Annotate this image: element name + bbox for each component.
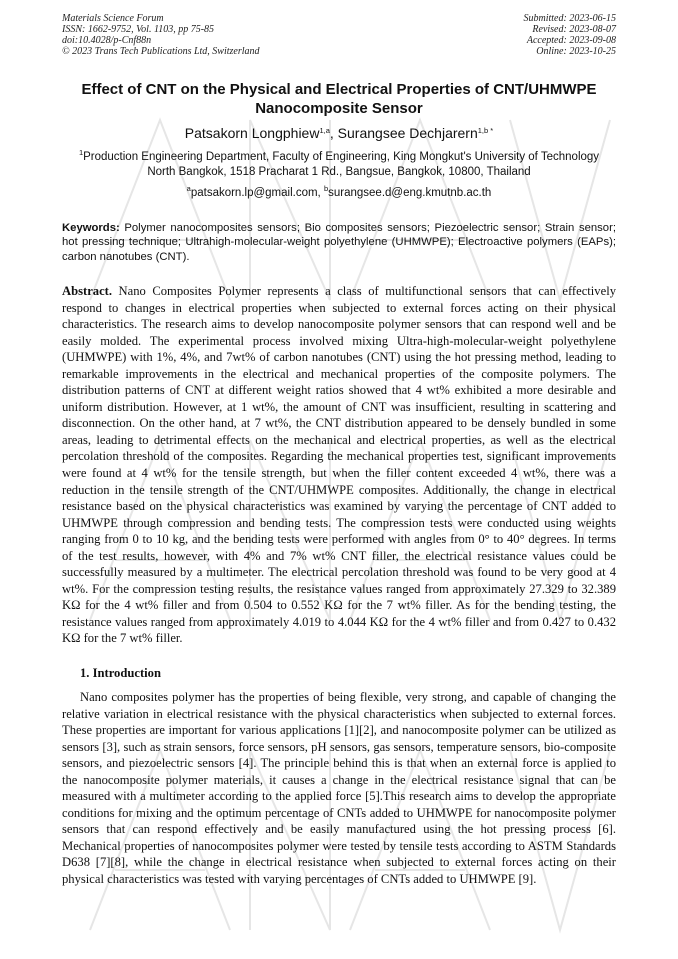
journal-name: Materials Science Forum [62,13,164,24]
abstract-label: Abstract. [62,284,113,298]
affiliation-text: Production Engineering Department, Faculty of Engineering, King Mongkut's University of Technology North Bangkok, 1518 Pracharat 1 Rd., Bangsue, Bangkok, 10800, Thailand [83,151,600,178]
journal-info [62,13,260,57]
author-emails [40,184,638,199]
journal-doi: doi:10.4028/p-Cnf88n [62,35,152,46]
email-address: surangsee.d@eng.kmutnb.ac.th [328,187,492,199]
author-list [40,125,638,141]
keywords-label: Keywords: [62,222,120,234]
publication-dates [524,13,617,57]
email-mark: b [323,184,329,193]
paper-title: Effect of CNT on the Physical and Electrical Properties of CNT/UHMWPE Nanocomposite Sensor [81,81,597,117]
email-mark: a [186,184,191,193]
affiliation-mark: 1 [78,148,84,157]
date-online: Online: 2023-10-25 [536,46,616,57]
author-affiliation-mark: 1,a [319,126,330,135]
section-heading: 1. Introduction [80,666,161,680]
abstract [62,283,616,647]
date-accepted: Accepted: 2023-09-08 [526,35,616,46]
author-name: Surangsee Dechjarern [337,125,478,141]
date-revised: Revised: 2023-08-07 [532,24,616,35]
author-affiliation-mark: 1,b * [477,126,494,135]
affiliation [70,150,608,180]
abstract-text: Nano Composites Polymer represents a class of multifunctional sensors that can effectively respond to changes in electrical properties when subjected to external forces acting on their physical characteristics. The research aims to develop nanocomposite polymer sensors that can respond well and be easily molded. The experimental process involved mixing Ultra-high-molecular-weight polyethylene (UHMWPE) with 1%, 4%, and 7wt% of carbon nanotubes (CNT) using the hot pressing method, leading to remarkable improvements in the electrical and mechanical properties of the composite polymers. The distribution patterns of CNT at different weight ratios showed that 4 wt% exhibited a more desirable and uniform distribution. However, at 1 wt%, the amount of CNT was insufficient, resulting in scattering and disconnection. On the other hand, at 7 wt%, the CNT distribution appeared to be densely bundled in some areas, leading to detrimental effects on the mechanical and electrical properties, as well as the electrical percolation threshold of the composites. Regarding the mechanical properties test, significant improvements were found at 4 wt% for the tensile strength, but when the filler content exceeded 4 wt%, there was a reduction in the tensile strength of the CNT/UHMWPE composites. Additionally, the change in electrical resistance based on the physical characteristics was examined by varying the percentage of CNT added to UHMWPE through compression and bending tests. The compression tests were conducted using weights ranging from 0 to 10 kg, and the bending tests were performed with angles from 0° to 40° degrees. In terms of the test results, however, with 4% and 7% wt% CNT filler, the electrical resistance values could be successfully measured by a multimeter. The electrical percolation threshold was found to be very good at 4 wt%. For the compression testing results, the resistance values ranged from approximately 27.329 to 32.389 KΩ for the 4 wt% filler and from 0.504 to 0.552 KΩ for the 7 wt% filler. As for the bending testing, the resistance values ranged from approximately 4.019 to 4.044 KΩ for the 4 wt% filler and from 0.427 to 0.432 KΩ for the 7 wt% filler. [62,284,616,646]
author-separator: , [329,125,338,141]
keywords-text: Polymer nanocomposites sensors; Bio composites sensors; Piezoelectric sensor; Strain sensor; hot pressing technique; Ultrahigh-molecular-weight polyethylene (UHMWPE); Electroactive polymers (EAPs); carbon nanotubes (CNT). [62,222,616,263]
keywords [62,221,616,264]
date-submitted: Submitted: 2023-06-15 [523,13,616,24]
author-name: Patsakorn Longphiew [184,125,320,141]
email-address: patsakorn.lp@gmail.com, [190,187,324,199]
journal-issn: ISSN: 1662-9752, Vol. 1103, pp 75-85 [62,24,215,35]
introduction-paragraph: Nano composites polymer has the properties of being flexible, very strong, and capable of changing the relative variation in electrical resistance with the physical characteristics when subjected to external forces. These properties are important for various applications [1][2], and nanocomposite polymer can be utilized as sensors [3], such as strain sensors, force sensors, pH sensors, gas sensors, temperature sensors, bio-composite sensors, and piezoelectric sensors [4]. The principle behind this is that when an external force is applied to the nanocomposite polymer materials, it causes a change in the electrical resistance signal that can be measured with a multimeter according to the applied force [5].This research aims to develop the appropriate conditions for mixing and the optimum percentage of CNTs added to UHMWPE for nanocomposite polymer sensors that can respond effectively and be easily manufactured using the hot pressing process [6]. Mechanical properties of nanocomposites polymer were tested by tensile tests according to ASTM Standards D638 [7][8], while the change in electrical resistance when subjected to external forces acting on their physical characteristics was tested with varying percentages of CNTs added to UHMWPE [9]. [62,690,616,887]
journal-copyright: © 2023 Trans Tech Publications Ltd, Switzerland [62,46,260,57]
